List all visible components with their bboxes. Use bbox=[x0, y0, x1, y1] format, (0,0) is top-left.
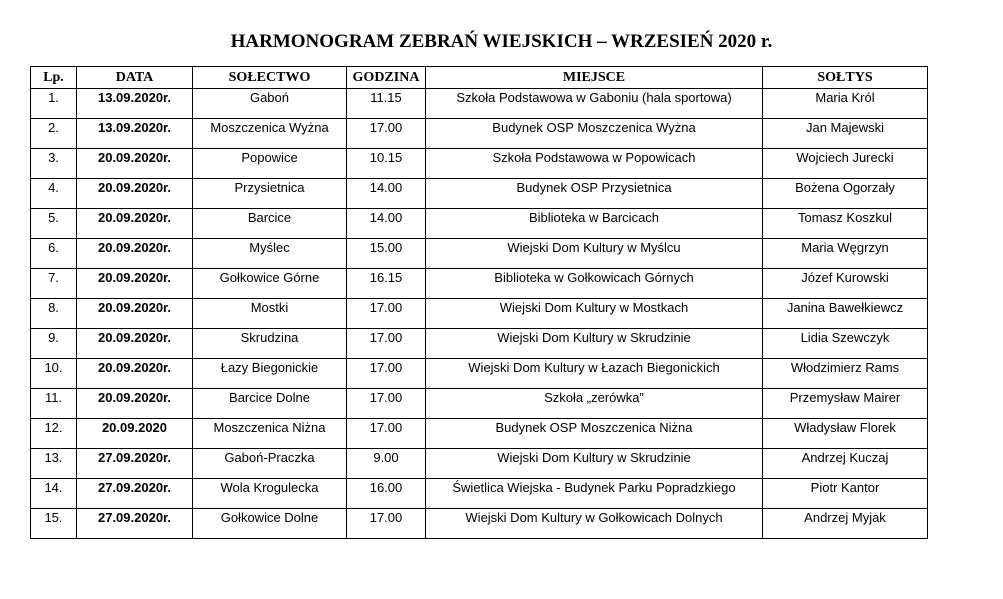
cell-time: 10.15 bbox=[347, 149, 426, 179]
cell-place: Biblioteka w Barcicach bbox=[426, 209, 763, 239]
cell-time: 9.00 bbox=[347, 449, 426, 479]
cell-solectwo: Barcice Dolne bbox=[193, 389, 347, 419]
cell-date: 20.09.2020r. bbox=[77, 359, 193, 389]
table-header-row bbox=[31, 67, 928, 89]
cell-time: 11.15 bbox=[347, 89, 426, 119]
cell-place: Wiejski Dom Kultury w Łazach Biegonickich bbox=[426, 359, 763, 389]
cell-soltys: Józef Kurowski bbox=[763, 269, 928, 299]
table-row bbox=[31, 209, 928, 239]
cell-solectwo: Moszczenica Wyżna bbox=[193, 119, 347, 149]
cell-place: Wiejski Dom Kultury w Skrudzinie bbox=[426, 329, 763, 359]
cell-date: 13.09.2020r. bbox=[77, 119, 193, 149]
cell-lp: 13. bbox=[31, 449, 77, 479]
cell-time: 17.00 bbox=[347, 359, 426, 389]
cell-lp: 11. bbox=[31, 389, 77, 419]
column-header-soltys: SOŁTYS bbox=[763, 67, 928, 89]
cell-place: Biblioteka w Gołkowicach Górnych bbox=[426, 269, 763, 299]
column-header-miejsce: MIEJSCE bbox=[426, 67, 763, 89]
cell-lp: 9. bbox=[31, 329, 77, 359]
cell-soltys: Piotr Kantor bbox=[763, 479, 928, 509]
cell-solectwo: Łazy Biegonickie bbox=[193, 359, 347, 389]
cell-solectwo: Barcice bbox=[193, 209, 347, 239]
table-row bbox=[31, 419, 928, 449]
table-row bbox=[31, 299, 928, 329]
cell-place: Budynek OSP Moszczenica Wyżna bbox=[426, 119, 763, 149]
page-title: HARMONOGRAM ZEBRAŃ WIEJSKICH – WRZESIEŃ 2020 r. bbox=[230, 31, 773, 52]
cell-soltys: Przemysław Mairer bbox=[763, 389, 928, 419]
cell-lp: 1. bbox=[31, 89, 77, 119]
cell-time: 17.00 bbox=[347, 119, 426, 149]
cell-solectwo: Gołkowice Górne bbox=[193, 269, 347, 299]
cell-solectwo: Myślec bbox=[193, 239, 347, 269]
schedule-table bbox=[30, 66, 928, 539]
cell-lp: 10. bbox=[31, 359, 77, 389]
table-row bbox=[31, 239, 928, 269]
cell-date: 27.09.2020r. bbox=[77, 479, 193, 509]
cell-lp: 4. bbox=[31, 179, 77, 209]
cell-lp: 15. bbox=[31, 509, 77, 539]
cell-time: 17.00 bbox=[347, 419, 426, 449]
cell-soltys: Bożena Ogorzały bbox=[763, 179, 928, 209]
cell-date: 20.09.2020 bbox=[77, 419, 193, 449]
table-row bbox=[31, 359, 928, 389]
cell-time: 16.00 bbox=[347, 479, 426, 509]
cell-time: 14.00 bbox=[347, 179, 426, 209]
cell-soltys: Maria Węgrzyn bbox=[763, 239, 928, 269]
cell-place: Szkoła Podstawowa w Gaboniu (hala sportowa) bbox=[426, 89, 763, 119]
cell-place: Wiejski Dom Kultury w Myślcu bbox=[426, 239, 763, 269]
cell-soltys: Andrzej Kuczaj bbox=[763, 449, 928, 479]
cell-soltys: Jan Majewski bbox=[763, 119, 928, 149]
cell-date: 13.09.2020r. bbox=[77, 89, 193, 119]
cell-soltys: Janina Bawełkiewcz bbox=[763, 299, 928, 329]
table-row bbox=[31, 149, 928, 179]
cell-place: Wiejski Dom Kultury w Mostkach bbox=[426, 299, 763, 329]
cell-date: 27.09.2020r. bbox=[77, 449, 193, 479]
cell-lp: 14. bbox=[31, 479, 77, 509]
cell-place: Świetlica Wiejska - Budynek Parku Popradzkiego bbox=[426, 479, 763, 509]
cell-date: 20.09.2020r. bbox=[77, 149, 193, 179]
table-row bbox=[31, 89, 928, 119]
table-row bbox=[31, 509, 928, 539]
cell-date: 20.09.2020r. bbox=[77, 179, 193, 209]
cell-soltys: Władysław Florek bbox=[763, 419, 928, 449]
cell-time: 17.00 bbox=[347, 329, 426, 359]
cell-time: 17.00 bbox=[347, 299, 426, 329]
cell-lp: 7. bbox=[31, 269, 77, 299]
cell-solectwo: Gaboń-Praczka bbox=[193, 449, 347, 479]
cell-place: Szkoła „zerówka” bbox=[426, 389, 763, 419]
table-row bbox=[31, 119, 928, 149]
column-header-solectwo: SOŁECTWO bbox=[193, 67, 347, 89]
cell-date: 20.09.2020r. bbox=[77, 329, 193, 359]
cell-solectwo: Gołkowice Dolne bbox=[193, 509, 347, 539]
cell-time: 17.00 bbox=[347, 389, 426, 419]
table-row bbox=[31, 479, 928, 509]
cell-lp: 8. bbox=[31, 299, 77, 329]
cell-lp: 6. bbox=[31, 239, 77, 269]
cell-solectwo: Mostki bbox=[193, 299, 347, 329]
cell-time: 16.15 bbox=[347, 269, 426, 299]
table-row bbox=[31, 389, 928, 419]
cell-time: 15.00 bbox=[347, 239, 426, 269]
cell-lp: 2. bbox=[31, 119, 77, 149]
cell-lp: 3. bbox=[31, 149, 77, 179]
cell-lp: 12. bbox=[31, 419, 77, 449]
cell-soltys: Andrzej Myjak bbox=[763, 509, 928, 539]
cell-solectwo: Popowice bbox=[193, 149, 347, 179]
cell-soltys: Lidia Szewczyk bbox=[763, 329, 928, 359]
cell-time: 17.00 bbox=[347, 509, 426, 539]
cell-date: 27.09.2020r. bbox=[77, 509, 193, 539]
cell-solectwo: Skrudzina bbox=[193, 329, 347, 359]
cell-soltys: Włodzimierz Rams bbox=[763, 359, 928, 389]
cell-date: 20.09.2020r. bbox=[77, 239, 193, 269]
cell-soltys: Wojciech Jurecki bbox=[763, 149, 928, 179]
column-header-godzina: GODZINA bbox=[347, 67, 426, 89]
cell-solectwo: Wola Krogulecka bbox=[193, 479, 347, 509]
cell-place: Wiejski Dom Kultury w Skrudzinie bbox=[426, 449, 763, 479]
cell-lp: 5. bbox=[31, 209, 77, 239]
cell-date: 20.09.2020r. bbox=[77, 299, 193, 329]
cell-date: 20.09.2020r. bbox=[77, 389, 193, 419]
table-row bbox=[31, 449, 928, 479]
table-row bbox=[31, 179, 928, 209]
cell-date: 20.09.2020r. bbox=[77, 209, 193, 239]
cell-place: Wiejski Dom Kultury w Gołkowicach Dolnych bbox=[426, 509, 763, 539]
cell-date: 20.09.2020r. bbox=[77, 269, 193, 299]
cell-place: Szkoła Podstawowa w Popowicach bbox=[426, 149, 763, 179]
cell-place: Budynek OSP Moszczenica Niżna bbox=[426, 419, 763, 449]
table-row bbox=[31, 269, 928, 299]
cell-soltys: Tomasz Koszkul bbox=[763, 209, 928, 239]
cell-soltys: Maria Król bbox=[763, 89, 928, 119]
table-row bbox=[31, 329, 928, 359]
cell-solectwo: Gaboń bbox=[193, 89, 347, 119]
cell-time: 14.00 bbox=[347, 209, 426, 239]
cell-place: Budynek OSP Przysietnica bbox=[426, 179, 763, 209]
cell-solectwo: Moszczenica Niżna bbox=[193, 419, 347, 449]
cell-solectwo: Przysietnica bbox=[193, 179, 347, 209]
column-header-data: DATA bbox=[77, 67, 193, 89]
column-header-lp: Lp. bbox=[31, 67, 77, 89]
